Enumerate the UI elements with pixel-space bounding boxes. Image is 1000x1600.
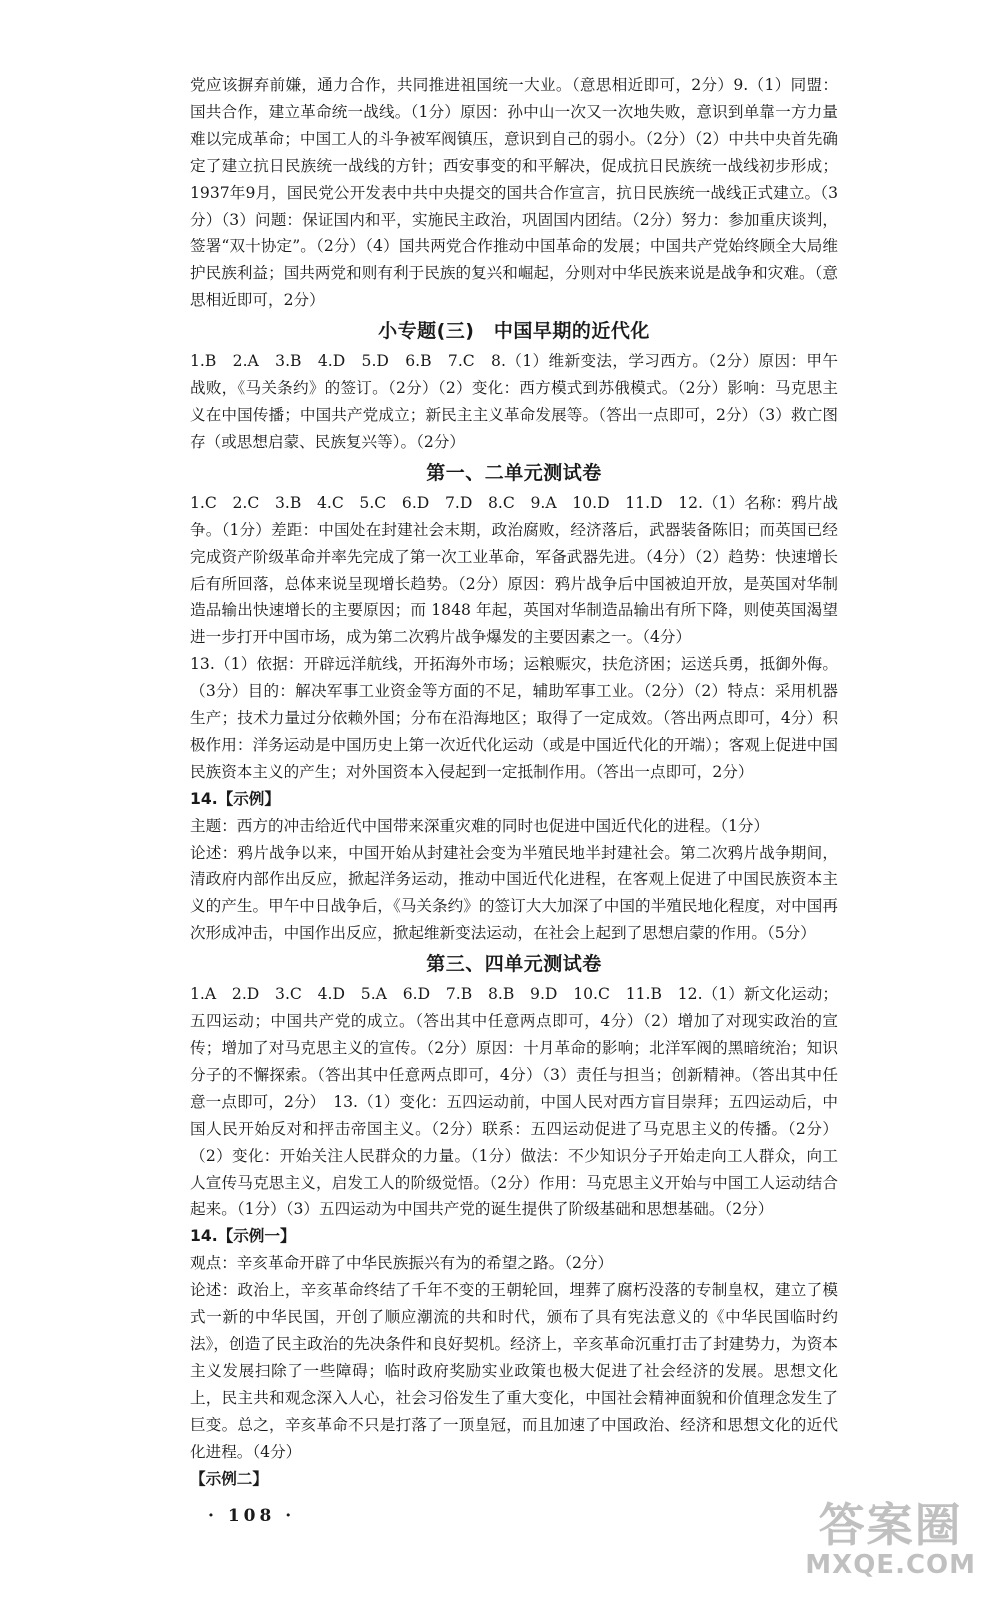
page-number: · 108 ·	[208, 1506, 296, 1526]
answer-page-content	[190, 72, 838, 1492]
section-title-topic-3: 小专题(三) 中国早期的近代化	[378, 320, 650, 343]
section-title-unit-1-2: 第一、二单元测试卷	[426, 461, 602, 484]
unit-3-4-example-2-label: 【示例二】	[190, 1469, 268, 1488]
unit-1-2-answers-q13: 13.（1）依据：开辟远洋航线，开拓海外市场；运粮赈灾，扶危济困；运送兵勇，抵御外侮。（3分）目的：解决军事工业资金等方面的不足，辅助军事工业。（2分）（2）特点：采用机器生产；技术力量过分依赖外国；分布在沿海地区；取得了一定成效。（答出两点即可，4分）积极作用：洋务运动是中国历史上第一次近代化运动（或是中国近代化的开端）；客观上促进中国民族资本主义的产生；对外国资本入侵起到一定抵制作用。（答出一点即可，2分）	[190, 655, 838, 781]
unit-1-2-answers-q1-12: 1.C 2.C 3.B 4.C 5.C 6.D 7.D 8.C 9.A 10.D 11.D 12.（1）名称：鸦片战争。（1分）差距：中国处在封建社会末期，政治腐败，经济落后，武器装备陈旧；而英国已经完成资产阶级革命并率先完成了第一次工业革命，军备武器先进。（4分）（2）趋势：快速增长后有所回落，总体来说呈现增长趋势。（2分）原因：鸦片战争后中国被迫开放，是英国对华制造品输出快速增长的主要原因；而 1848 年起，英国对华制造品输出有所下降，则使英国渴望进一步打开中国市场，成为第二次鸦片战争爆发的主要因素之一。（4分）	[190, 493, 838, 647]
section-topic-3-answers: 1.B 2.A 3.B 4.D 5.D 6.B 7.C 8.（1）维新变法，学习西方。（2分）原因：甲午战败，《马关条约》的签订。（2分）（2）变化：西方模式到苏俄模式。（2分）影响：马克思主义在中国传播；中国共产党成立；新民主主义革命发展等。（答出一点即可，2分）（3）救亡图存（或思想启蒙、民族复兴等）。（2分）	[190, 352, 838, 451]
unit-1-2-q14-argument: 论述：鸦片战争以来，中国开始从封建社会变为半殖民地半封建社会。第二次鸦片战争期间，清政府内部作出反应，掀起洋务运动，推动中国近代化进程，在客观上促进了中国民族资本主义的产生。甲午中日战争后，《马关条约》的签订大大加深了中国的半殖民地化程度，对中国再次形成冲击，中国作出反应，掀起维新变法运动，在社会上起到了思想启蒙的作用。（5分）	[190, 843, 838, 943]
watermark-text: 答案圈	[818, 1498, 963, 1552]
section-title-unit-3-4: 第三、四单元测试卷	[426, 953, 602, 976]
answer-paragraph-top: 党应该摒弃前嫌，通力合作，共同推进祖国统一大业。（意思相近即可，2分）9.（1）同盟：国共合作，建立革命统一战线。（1分）原因：孙中山一次又一次地失败，意识到单靠一方力量难以完成革命；中国工人的斗争被军阀镇压，意识到自己的弱小。（2分）（2）中共中央首先确定了建立抗日民族统一战线的方针；西安事变的和平解决，促成抗日民族统一战线初步形成；1937年9月，国民党公开发表中共中央提交的国共合作宣言，抗日民族统一战线正式建立。（3分）（3）问题：保证国内和平，实施民主政治，巩固国内团结。（2分）努力：参加重庆谈判，签署“双十协定”。（2分）（4）国共两党合作推动中国革命的发展；中国共产党始终顾全大局维护民族利益；国共两党和则有利于民族的复兴和崛起，分则对中华民族来说是战争和灾难。（意思相近即可，2分）	[190, 76, 838, 310]
unit-3-4-q14-view: 观点：辛亥革命开辟了中华民族振兴有为的希望之路。（2分）	[190, 1254, 614, 1273]
unit-1-2-q14-theme: 主题：西方的冲击给近代中国带来深重灾难的同时也促进中国近代化的进程。（1分）	[190, 816, 770, 835]
unit-1-2-q14-label: 14.【示例】	[190, 789, 280, 808]
watermark-logo	[805, 1500, 976, 1580]
unit-3-4-q14-argument: 论述：政治上，辛亥革命终结了千年不变的王朝轮回，埋葬了腐朽没落的专制皇权，建立了模式一新的中华民国，开创了顺应潮流的共和时代，颁布了具有宪法意义的《中华民国临时约法》，创造了民主政治的先决条件和良好契机。经济上，辛亥革命沉重打击了封建势力，为资本主义发展扫除了一些障碍；临时政府奖励实业政策也极大促进了社会经济的发展。思想文化上，民主共和观念深入人心，社会习俗发生了重大变化，中国社会精神面貌和价值理念发生了巨变。总之，辛亥革命不只是打落了一顶皇冠，而且加速了中国政治、经济和思想文化的近代化进程。（4分）	[190, 1281, 838, 1461]
unit-3-4-q14-label: 14.【示例一】	[190, 1227, 296, 1246]
watermark-url: MXQE.COM	[805, 1550, 976, 1580]
unit-3-4-answers-q1-13: 1.A 2.D 3.C 4.D 5.A 6.D 7.B 8.B 9.D 10.C 11.B 12.（1）新文化运动；五四运动；中国共产党的成立。（答出其中任意两点即可，4分）（2）增加了对现实政治的宣传；增加了对马克思主义的宣传。（2分）原因：十月革命的影响；北洋军阀的黑暗统治；知识分子的不懈探索。（答出其中任意两点即可，4分）（3）责任与担当；创新精神。（答出其中任意一点即可，2分） 13.（1）变化：五四运动前，中国人民对西方盲目崇拜；五四运动后，中国人民开始反对和抨击帝国主义。（2分）联系：五四运动促进了马克思主义的传播。（2分）（2）变化：开始关注人民群众的力量。（1分）做法：不少知识分子开始走向工人群众，向工人宣传马克思主义，启发工人的阶级觉悟。（2分）作用：马克思主义开始与中国工人运动结合起来。（1分）（3）五四运动为中国共产党的诞生提供了阶级基础和思想基础。（2分）	[190, 985, 838, 1219]
